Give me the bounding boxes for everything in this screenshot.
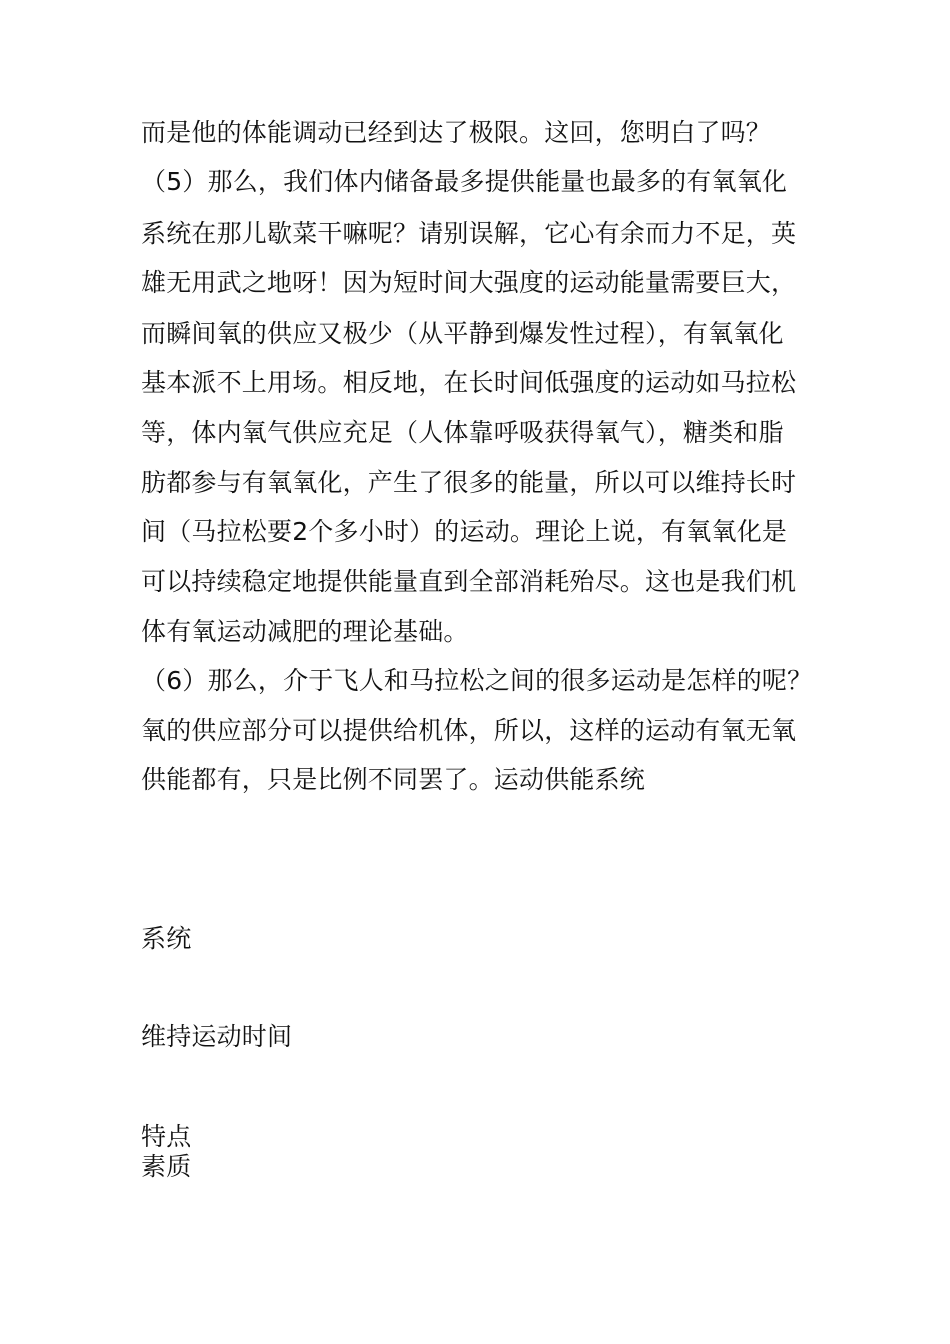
- paragraph-line-3: 系统在那儿歇菜干嘛呢？请别误解，它心有余而力不足，英: [141, 219, 797, 248]
- paragraph-line-1: 而是他的体能调动已经到达了极限。这回，您明白了吗？: [141, 118, 772, 147]
- paragraph-line-6: 基本派不上用场。相反地，在长时间低强度的运动如马拉松: [141, 368, 797, 397]
- table-label-system: 系统: [141, 924, 192, 953]
- paragraph-line-7: 等，体内氧气供应充足（人体靠呼吸获得氧气），糖类和脂: [141, 418, 784, 447]
- paragraph-line-14: 供能都有，只是比例不同罢了。运动供能系统: [141, 765, 646, 794]
- table-label-feature: 特点: [141, 1122, 192, 1151]
- paragraph-line-10: 可以持续稳定地提供能量直到全部消耗殆尽。这也是我们机: [141, 567, 797, 596]
- paragraph-line-5: 而瞬间氧的供应又极少（从平静到爆发性过程），有氧氧化: [141, 319, 784, 348]
- paragraph-line-11: 体有氧运动减肥的理论基础。: [141, 617, 469, 646]
- paragraph-line-8: 肪都参与有氧氧化，产生了很多的能量，所以可以维持长时: [141, 468, 797, 497]
- paragraph-line-13: 氧的供应部分可以提供给机体，所以，这样的运动有氧无氧: [141, 716, 797, 745]
- table-label-duration: 维持运动时间: [141, 1022, 293, 1051]
- paragraph-line-4: 雄无用武之地呀！因为短时间大强度的运动能量需要巨大，: [141, 268, 797, 297]
- paragraph-line-12: （6）那么，介于飞人和马拉松之间的很多运动是怎样的呢？: [141, 666, 813, 695]
- paragraph-line-9: 间（马拉松要2个多小时）的运动。理论上说，有氧氧化是: [141, 517, 788, 546]
- table-label-quality: 素质: [141, 1152, 192, 1181]
- paragraph-line-2: （5）那么，我们体内储备最多提供能量也最多的有氧氧化: [141, 167, 788, 196]
